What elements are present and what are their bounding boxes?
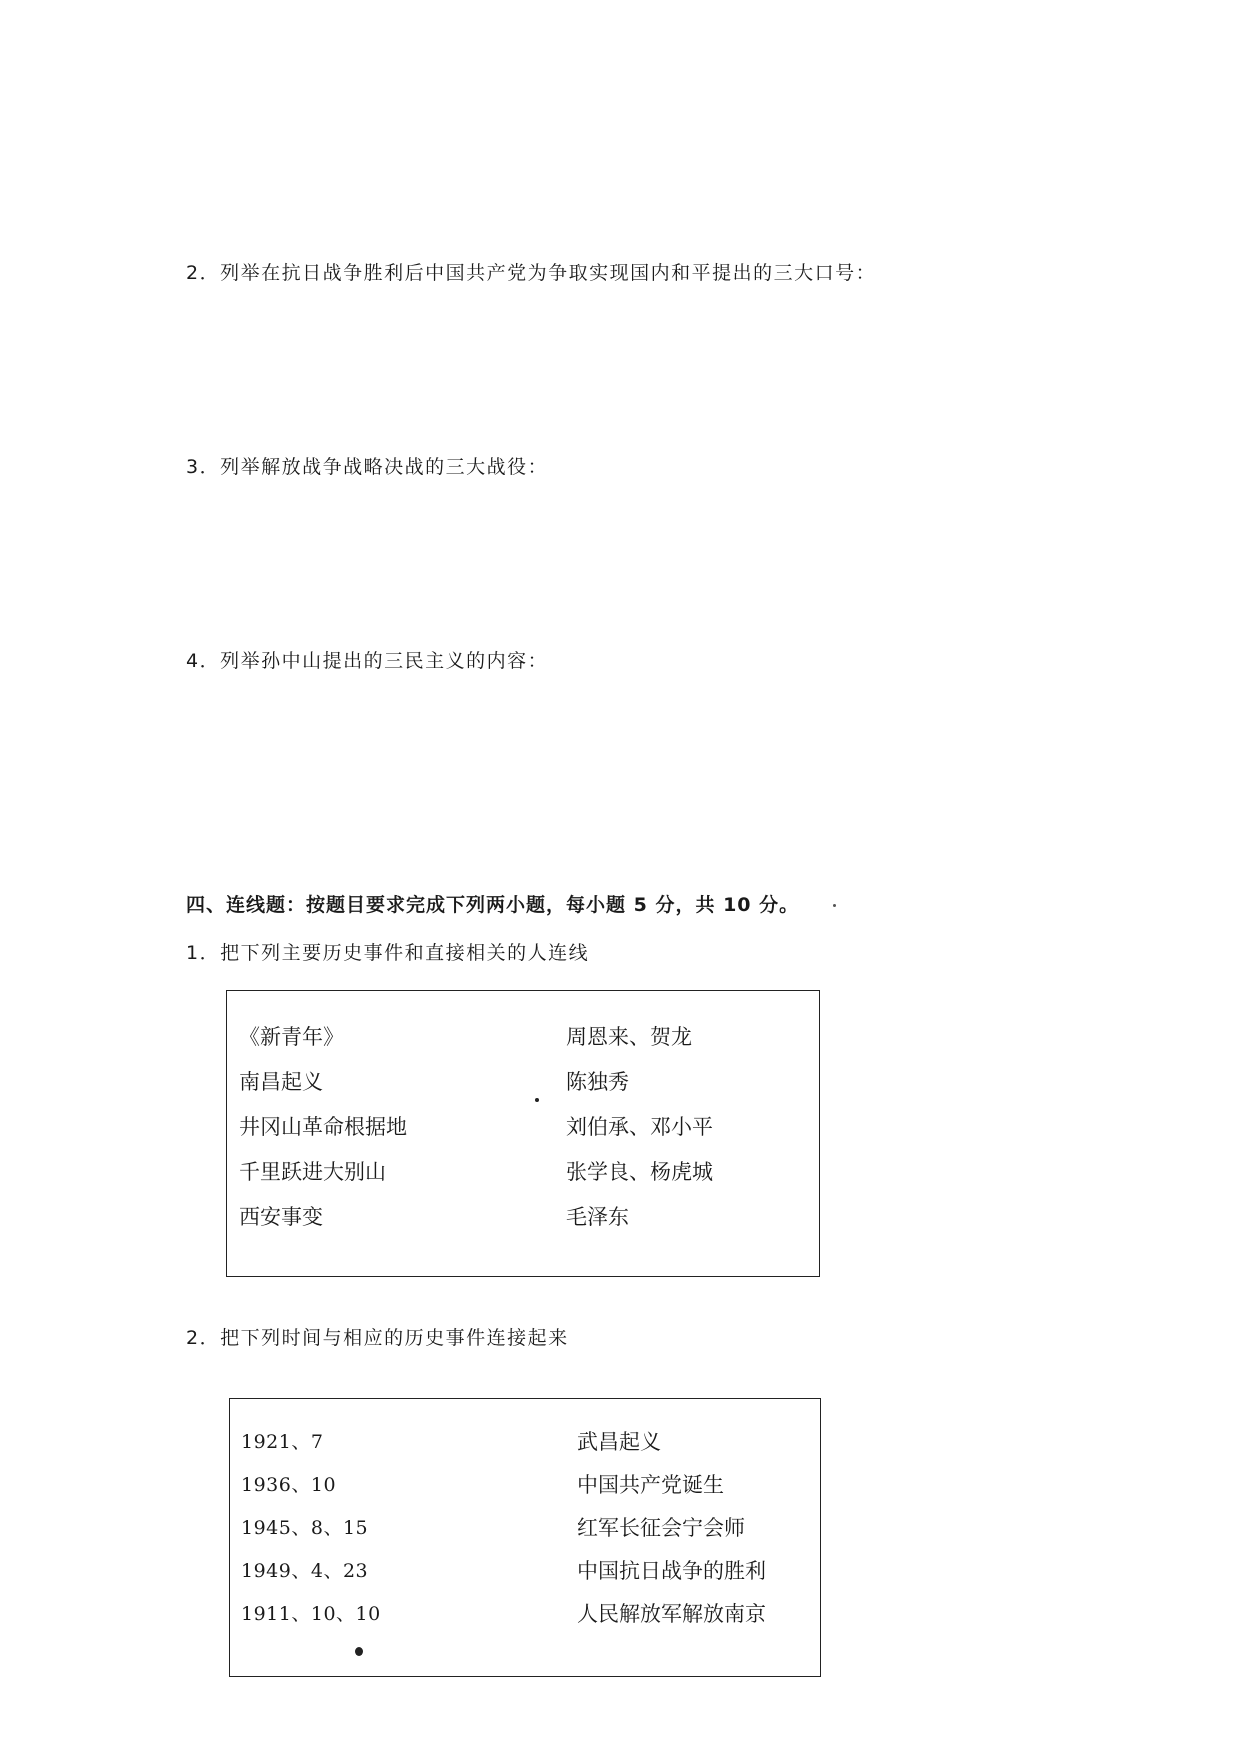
matching-question-1-label: 1．把下列主要历史事件和直接相关的人连线 [186,942,590,964]
matching-box-1 [226,990,820,1277]
scan-speck [833,904,836,907]
matching-question-2-label: 2．把下列时间与相应的历史事件连接起来 [186,1327,569,1349]
event-item: 西安事变 [239,1205,323,1229]
question-2: 2．列举在抗日战争胜利后中国共产党为争取实现国内和平提出的三大口号： [186,262,877,284]
section-4-title: 四、连线题：按题目要求完成下列两小题，每小题 5 分，共 10 分。 [186,894,800,916]
event-item: 南昌起义 [239,1070,323,1094]
date-item: 1921、7 [241,1431,324,1453]
question-4: 4．列举孙中山提出的三民主义的内容： [186,650,549,672]
person-item: 陈独秀 [566,1070,629,1094]
scan-dot [535,1098,539,1102]
person-item: 刘伯承、邓小平 [566,1115,713,1139]
date-item: 1945、8、15 [241,1517,369,1539]
dates-column [241,1421,381,1636]
event-item: 井冈山革命根据地 [239,1115,407,1139]
historic-event-item: 红军长征会宁会师 [577,1516,745,1540]
historic-event-item: 中国抗日战争的胜利 [577,1559,766,1583]
event-item: 千里跃进大别山 [239,1160,386,1184]
event-item: 《新青年》 [239,1025,344,1049]
person-item: 张学良、杨虎城 [566,1160,713,1184]
date-item: 1936、10 [241,1474,337,1496]
person-item: 周恩来、贺龙 [566,1025,692,1049]
historic-event-item: 人民解放军解放南京 [577,1602,766,1626]
date-item: 1911、10、10 [241,1603,381,1625]
scan-dot [355,1647,363,1656]
historic-events-column [577,1421,766,1636]
historic-event-item: 武昌起义 [577,1430,661,1454]
question-3: 3．列举解放战争战略决战的三大战役： [186,456,549,478]
person-item: 毛泽东 [566,1205,629,1229]
people-column [566,1015,713,1240]
date-item: 1949、4、23 [241,1560,369,1582]
matching-box-2 [229,1398,821,1677]
historic-event-item: 中国共产党诞生 [577,1473,724,1497]
events-column [239,1015,407,1240]
